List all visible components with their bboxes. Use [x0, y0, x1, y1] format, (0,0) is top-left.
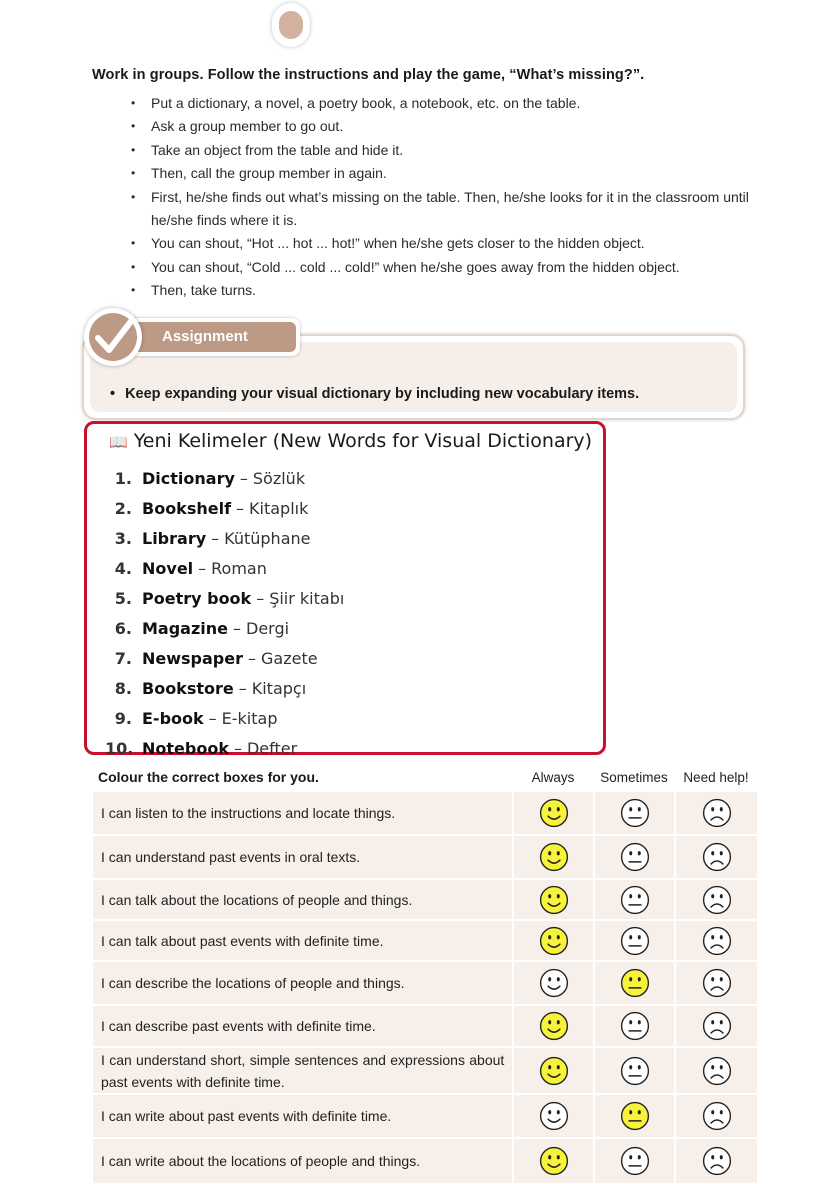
- self-assessment-row: [93, 1006, 757, 1048]
- can-do-statement: I can understand past events in oral texts.: [93, 836, 514, 880]
- vocabulary-separator: –: [256, 589, 265, 608]
- vocabulary-turkish: Roman: [211, 559, 267, 578]
- self-assessment-table: [93, 792, 757, 1184]
- vocabulary-english: Novel: [142, 559, 194, 578]
- vocabulary-number: 10.: [105, 739, 134, 758]
- smiley-face-icon[interactable]: [514, 1095, 595, 1139]
- vocabulary-item: [105, 554, 344, 584]
- vocabulary-item: [105, 464, 344, 494]
- vocabulary-turkish: Şiir kitabı: [269, 589, 345, 608]
- assignment-header: [128, 318, 300, 356]
- vocabulary-item: [105, 704, 344, 734]
- vocabulary-turkish: Defter: [246, 739, 298, 758]
- vocabulary-separator: –: [233, 739, 242, 758]
- self-assessment-row: [93, 962, 757, 1006]
- vocabulary-separator: –: [211, 529, 220, 548]
- instruction-step: • You can shout, “Hot ... hot ... hot!” when he/she gets closer to the hidden object.: [128, 232, 768, 255]
- vocabulary-number: 6.: [114, 619, 132, 638]
- neutral-face-icon[interactable]: [595, 921, 676, 962]
- smiley-face-icon[interactable]: [514, 792, 595, 836]
- sad-face-icon[interactable]: [676, 1139, 757, 1184]
- smiley-face-icon[interactable]: [514, 962, 595, 1006]
- vocabulary-item: [105, 674, 344, 704]
- smiley-face-icon[interactable]: [514, 1139, 595, 1184]
- vocabulary-item: [105, 614, 344, 644]
- instruction-step: • First, he/she finds out what’s missing on the table. Then, he/she looks for it in the classroom until he/she finds where it is.: [128, 186, 768, 233]
- smiley-face-icon[interactable]: [514, 880, 595, 921]
- self-assessment-title: Colour the correct boxes for you.: [98, 769, 319, 785]
- can-do-statement: I can write about the locations of people and things.: [93, 1139, 514, 1184]
- instructions-title: Work in groups. Follow the instructions and play the game, “What’s missing?”.: [92, 67, 645, 83]
- vocabulary-turkish: Dergi: [246, 619, 290, 638]
- vocabulary-english: E-book: [142, 709, 204, 728]
- sad-face-icon[interactable]: [676, 962, 757, 1006]
- instruction-step: • Put a dictionary, a novel, a poetry book, a notebook, etc. on the table.: [128, 92, 768, 115]
- can-do-statement: I can describe the locations of people and things.: [93, 962, 514, 1006]
- vocabulary-turkish: E-kitap: [221, 709, 278, 728]
- neutral-face-icon[interactable]: [595, 836, 676, 880]
- vocabulary-turkish: Sözlük: [252, 469, 306, 488]
- column-header-need-help: Need help!: [683, 770, 749, 785]
- vocabulary-english: Bookshelf: [142, 499, 232, 518]
- neutral-face-icon[interactable]: [595, 1006, 676, 1048]
- instruction-step: • Then, take turns.: [128, 279, 768, 302]
- vocabulary-number: 3.: [114, 529, 132, 548]
- vocabulary-item: [105, 644, 344, 674]
- sad-face-icon[interactable]: [676, 792, 757, 836]
- vocabulary-english: Magazine: [142, 619, 229, 638]
- self-assessment-row: [93, 1095, 757, 1139]
- smiley-face-icon[interactable]: [514, 921, 595, 962]
- book-icon: 📖: [109, 433, 128, 451]
- assignment-label: Assignment: [132, 322, 296, 352]
- vocabulary-separator: –: [239, 469, 248, 488]
- can-do-statement: I can write about past events with definite time.: [93, 1095, 514, 1139]
- instruction-step: • Ask a group member to go out.: [128, 115, 768, 138]
- instruction-step: • Then, call the group member in again.: [128, 162, 768, 185]
- sad-face-icon[interactable]: [676, 1048, 757, 1095]
- neutral-face-icon[interactable]: [595, 880, 676, 921]
- vocabulary-number: 7.: [114, 649, 132, 668]
- vocabulary-number: 1.: [114, 469, 132, 488]
- new-words-box: [84, 421, 606, 758]
- vocabulary-separator: –: [238, 679, 247, 698]
- assignment-text: Keep expanding your visual dictionary by including new vocabulary items.: [125, 386, 640, 402]
- column-header-always: Always: [531, 770, 575, 785]
- vocabulary-number: 9.: [114, 709, 132, 728]
- can-do-statement: I can talk about the locations of people and things.: [93, 880, 514, 921]
- neutral-face-icon[interactable]: [595, 792, 676, 836]
- assignment-item: • Keep expanding your visual dictionary by including new vocabulary items.: [110, 386, 640, 402]
- vocabulary-english: Bookstore: [142, 679, 234, 698]
- vocabulary-english: Library: [142, 529, 207, 548]
- column-header-sometimes: Sometimes: [600, 770, 668, 785]
- self-assessment-row: [93, 1048, 757, 1095]
- smiley-face-icon[interactable]: [514, 1048, 595, 1095]
- vocabulary-item: [105, 524, 344, 554]
- instruction-step: • You can shout, “Cold ... cold ... cold!” when he/she goes away from the hidden object.: [128, 256, 768, 279]
- vocabulary-turkish: Kütüphane: [224, 529, 311, 548]
- vocabulary-english: Newspaper: [142, 649, 243, 668]
- instructions-list: [128, 92, 768, 303]
- page-tab-decoration: [272, 3, 310, 47]
- can-do-statement: I can understand short, simple sentences and expressions about past events with definite time.: [93, 1048, 514, 1095]
- vocabulary-separator: –: [248, 649, 256, 668]
- neutral-face-icon[interactable]: [595, 1139, 676, 1184]
- vocabulary-separator: –: [236, 499, 245, 518]
- vocabulary-number: 2.: [114, 499, 132, 518]
- neutral-face-icon[interactable]: [595, 1095, 676, 1139]
- new-words-list: [105, 464, 344, 764]
- vocabulary-number: 4.: [114, 559, 132, 578]
- self-assessment-row: [93, 921, 757, 962]
- vocabulary-item: [105, 584, 344, 614]
- can-do-statement: I can describe past events with definite time.: [93, 1006, 514, 1048]
- smiley-face-icon[interactable]: [514, 836, 595, 880]
- vocabulary-item: [105, 494, 344, 524]
- self-assessment-row: [93, 1139, 757, 1184]
- vocabulary-turkish: Kitapçı: [251, 679, 307, 698]
- self-assessment-row: [93, 792, 757, 836]
- vocabulary-separator: –: [198, 559, 207, 578]
- new-words-title: [109, 430, 592, 452]
- neutral-face-icon[interactable]: [595, 962, 676, 1006]
- can-do-statement: I can listen to the instructions and locate things.: [93, 792, 514, 836]
- vocabulary-turkish: Kitaplık: [249, 499, 309, 518]
- vocabulary-english: Dictionary: [142, 469, 235, 488]
- instruction-step: • Take an object from the table and hide it.: [128, 139, 768, 162]
- sad-face-icon[interactable]: [676, 1006, 757, 1048]
- vocabulary-number: 8.: [114, 679, 132, 698]
- vocabulary-separator: –: [208, 709, 217, 728]
- vocabulary-english: Poetry book: [142, 589, 252, 608]
- smiley-face-icon[interactable]: [514, 1006, 595, 1048]
- self-assessment-row: [93, 836, 757, 880]
- vocabulary-item: [105, 734, 344, 764]
- checkmark-icon: [84, 308, 142, 366]
- vocabulary-english: Notebook: [142, 739, 229, 758]
- sad-face-icon[interactable]: [676, 1095, 757, 1139]
- vocabulary-number: 5.: [114, 589, 132, 608]
- sad-face-icon[interactable]: [676, 880, 757, 921]
- new-words-title-text: Yeni Kelimeler (New Words for Visual Dictionary): [133, 430, 593, 452]
- sad-face-icon[interactable]: [676, 921, 757, 962]
- sad-face-icon[interactable]: [676, 836, 757, 880]
- vocabulary-separator: –: [233, 619, 242, 638]
- self-assessment-row: [93, 880, 757, 921]
- can-do-statement: I can talk about past events with definite time.: [93, 921, 514, 962]
- vocabulary-turkish: Gazete: [261, 649, 318, 668]
- neutral-face-icon[interactable]: [595, 1048, 676, 1095]
